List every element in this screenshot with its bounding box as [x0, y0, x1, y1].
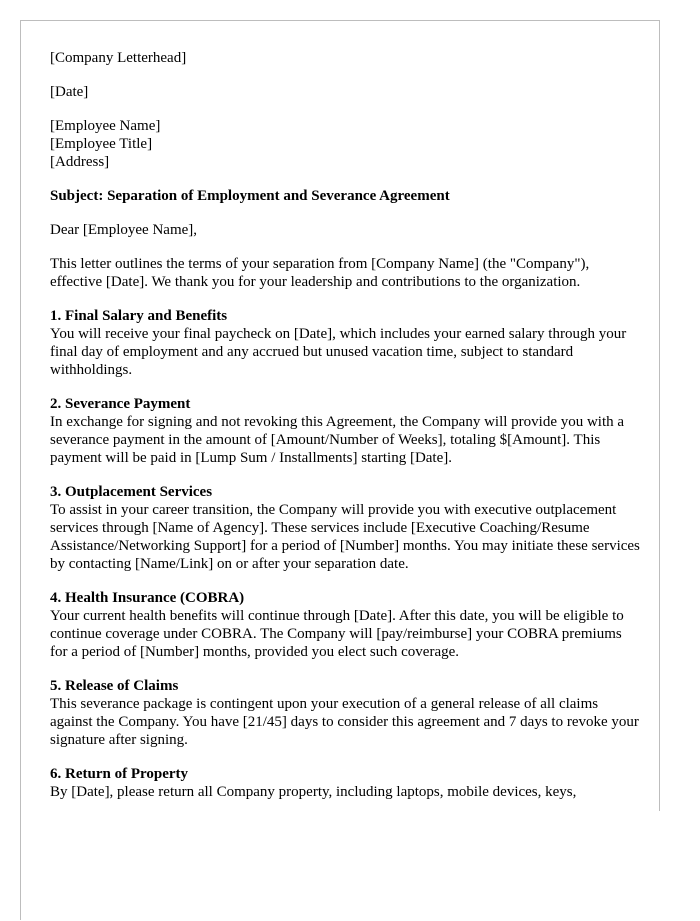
section-return-of-property — [50, 765, 640, 801]
page-bottom-area — [21, 811, 661, 921]
section-title: 4. Health Insurance (COBRA) — [50, 590, 245, 606]
section-body: This severance package is contingent upon your execution of a general release of all claims against the Company. You have [21/45] days to consider this agreement and 7 days to revoke your signature after signing. — [50, 696, 639, 748]
section-release-of-claims — [50, 677, 640, 749]
letter-date: [Date] — [50, 84, 89, 100]
section-title: 2. Severance Payment — [50, 396, 191, 412]
section-title: 6. Return of Property — [50, 766, 189, 782]
section-body: You will receive your final paycheck on [Date], which includes your earned salary through your final day of employment and any accrued but unused vacation time, subject to standard withholdings. — [50, 326, 627, 378]
section-body: By [Date], please return all Company property, including laptops, mobile devices, keys, — [50, 784, 577, 800]
section-severance-payment — [50, 395, 640, 467]
section-title: 1. Final Salary and Benefits — [50, 308, 228, 324]
recipient-title: [Employee Title] — [50, 136, 153, 152]
section-body: To assist in your career transition, the Company will provide you with executive outplacement services through [Name of Agency]. These services include [Executive Coaching/Resume Assistance/Networking Support] for a period of [Number] months. You may initiate these services by contacting [Name/Link] on or after your separation date. — [50, 502, 640, 572]
section-health-insurance — [50, 589, 640, 661]
recipient-name: [Employee Name] — [50, 118, 161, 134]
letter-content — [50, 49, 640, 817]
letter-subject: Subject: Separation of Employment and Severance Agreement — [50, 188, 450, 204]
letter-salutation: Dear [Employee Name], — [50, 222, 198, 238]
section-outplacement — [50, 483, 640, 573]
section-body: In exchange for signing and not revoking this Agreement, the Company will provide you with a severance payment in the amount of [Amount/Number of Weeks], totaling $[Amount]. This payment will be paid in [Lump Sum / Installments] starting [Date]. — [50, 414, 625, 466]
recipient-block — [50, 117, 640, 171]
intro-paragraph: This letter outlines the terms of your separation from [Company Name] (the "Company"), effective [Date]. We thank you for your leadership and contributions to the organization. — [50, 256, 590, 290]
letter-page — [20, 20, 660, 920]
recipient-address: [Address] — [50, 154, 110, 170]
section-title: 3. Outplacement Services — [50, 484, 213, 500]
section-body: Your current health benefits will continue through [Date]. After this date, you will be eligible to continue coverage under COBRA. The Company will [pay/reimburse] your COBRA premiums for a period of [Number] months, provided you elect such coverage. — [50, 608, 624, 660]
section-final-salary — [50, 307, 640, 379]
company-letterhead: [Company Letterhead] — [50, 50, 187, 66]
section-title: 5. Release of Claims — [50, 678, 179, 694]
